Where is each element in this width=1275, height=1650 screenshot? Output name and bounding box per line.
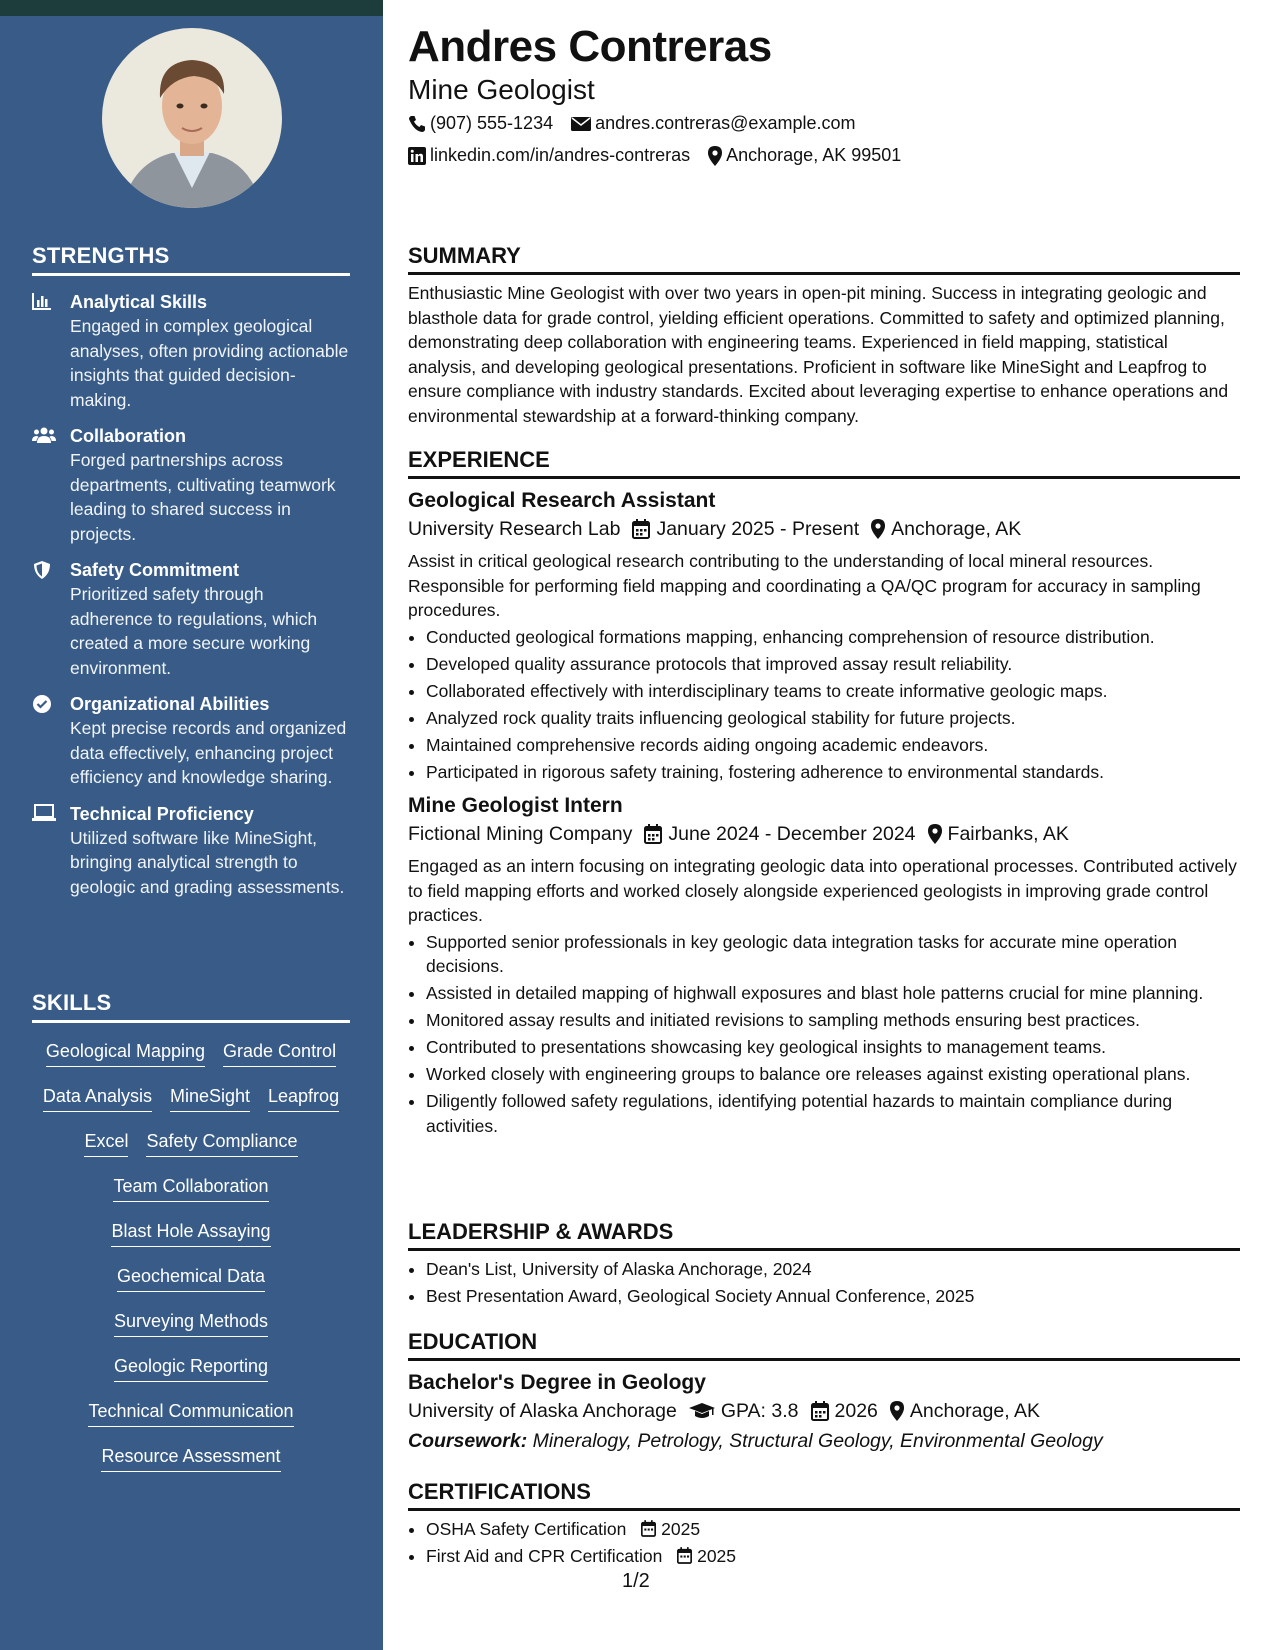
list-item: • Dean's List, University of Alaska Anchorage, 2024 — [426, 1257, 1240, 1282]
summary-section — [408, 243, 1240, 428]
calendar-icon — [632, 519, 650, 539]
list-item: • Collaborated effectively with interdisciplinary teams to create informative geologic maps. — [426, 679, 1240, 704]
calendar-icon — [811, 1401, 829, 1421]
list-item: • Supported senior professionals in key geologic data integration tasks for accurate mine operation decisions. — [426, 930, 1240, 979]
education-location — [890, 1397, 1040, 1425]
job-dates-text: January 2025 - Present — [656, 518, 860, 540]
job-location-text: Anchorage, AK — [891, 518, 1022, 540]
map-pin-icon — [890, 1401, 904, 1421]
list-item: • Participated in rigorous safety training, fostering adherence to environmental standards. — [426, 760, 1240, 785]
skill-tag: Grade Control — [223, 1039, 336, 1067]
envelope-icon — [571, 116, 591, 132]
phone-text: (907) 555-1234 — [430, 113, 554, 133]
skill-tag: Excel — [84, 1129, 128, 1157]
strength-description: Forged partnerships across departments, cultivating teamwork leading to shared success in projects. — [70, 450, 336, 544]
summary-title: SUMMARY — [408, 243, 1240, 275]
skill-tag: Blast Hole Assaying — [111, 1219, 270, 1247]
certification-year: 2025 — [697, 1546, 737, 1566]
list-item: • Assisted in detailed mapping of highwall exposures and blast hole patterns crucial for mine planning. — [426, 981, 1240, 1006]
job-description: Assist in critical geological research contributing to the understanding of local mineral resources. Responsible for performing field mapping and coordinating a QA/QC program for accuracy in sampling procedures. — [408, 551, 1201, 620]
candidate-title: Mine Geologist — [408, 74, 595, 105]
linkedin-icon — [408, 147, 426, 165]
strength-title: Collaboration — [70, 426, 186, 446]
coursework — [408, 1427, 1240, 1455]
skill-tag: Team Collaboration — [113, 1174, 268, 1202]
education-section — [408, 1329, 1240, 1455]
summary-text: Enthusiastic Mine Geologist with over two years in open-pit mining. Success in integrating geologic and blasthole data for grade control, yielding efficient operations. Committed to safety and optimized planning, demonstrating deep collaboration with engineering teams. Experienced in field mapping, statistical analysis, and developing geological presentations. Proficient in software like MineSight and Leapfrog to ensure compliance with industry standards. Excited about leveraging expertise to enhance operations and environmental stewardship at a forward-thinking company. — [408, 283, 1229, 426]
job-role: Geological Research Assistant — [408, 489, 716, 512]
shield-icon — [32, 560, 54, 580]
school-name: University of Alaska Anchorage — [408, 1400, 677, 1422]
calendar-icon — [641, 1520, 656, 1537]
map-pin-icon — [708, 146, 722, 166]
job-bullets — [408, 930, 1240, 1139]
job-meta — [408, 820, 1240, 848]
strength-title: Safety Commitment — [70, 560, 240, 580]
strength-item — [32, 692, 350, 790]
check-circle-icon — [32, 694, 54, 714]
laptop-icon — [32, 804, 54, 824]
phone-icon — [408, 115, 426, 133]
strength-description: Kept precise records and organized data effectively, enhancing project efficiency and knowledge sharing. — [70, 718, 347, 787]
list-item: • Monitored assay results and initiated revisions to sampling methods ensuring best practices. — [426, 1008, 1240, 1033]
sidebar-top-bar — [0, 0, 383, 16]
experience-section — [408, 447, 1240, 1141]
skills-section — [32, 990, 350, 1472]
strength-title: Technical Proficiency — [70, 803, 254, 824]
contact-phone[interactable] — [408, 113, 553, 134]
certifications-title: CERTIFICATIONS — [408, 1479, 1240, 1511]
skill-tag: Geochemical Data — [117, 1264, 265, 1292]
list-item: • Maintained comprehensive records aiding ongoing academic endeavors. — [426, 733, 1240, 758]
list-item: • Contributed to presentations showcasing key geological insights to management teams. — [426, 1035, 1240, 1060]
coursework-text: Mineralogy, Petrology, Structural Geology, Environmental Geology — [532, 1430, 1103, 1452]
job-dates — [632, 515, 859, 543]
job-organization: Fictional Mining Company — [408, 823, 633, 845]
strength-description: Engaged in complex geological analyses, often providing actionable insights that guided decision-making. — [70, 316, 349, 410]
certification-name: OSHA Safety Certification — [426, 1519, 627, 1539]
degree-title: Bachelor's Degree in Geology — [408, 1371, 706, 1394]
map-pin-icon — [871, 519, 885, 539]
strength-title: Organizational Abilities — [70, 694, 270, 714]
education-meta — [408, 1397, 1240, 1425]
sidebar — [0, 0, 383, 1650]
graduation-year — [811, 1397, 878, 1425]
job-organization: University Research Lab — [408, 518, 621, 540]
users-icon — [32, 426, 54, 446]
list-item — [426, 1544, 1240, 1569]
list-item: • Analyzed rock quality traits influencing geological stability for future projects. — [426, 706, 1240, 731]
strength-item — [32, 424, 350, 546]
skill-tag: Leapfrog — [268, 1084, 339, 1112]
job-location — [871, 515, 1021, 543]
page-number: 1/2 — [622, 1570, 650, 1592]
skill-tag: Surveying Methods — [114, 1309, 268, 1337]
experience-title: EXPERIENCE — [408, 447, 1240, 479]
skills-list — [32, 1039, 350, 1472]
strengths-title: STRENGTHS — [32, 243, 350, 276]
email-text: andres.contreras@example.com — [595, 113, 856, 133]
list-item: • Developed quality assurance protocols that improved assay result reliability. — [426, 652, 1240, 677]
job-entry — [408, 792, 1240, 1138]
contact-location — [708, 145, 901, 166]
skills-title: SKILLS — [32, 990, 350, 1023]
contact-row-1 — [408, 113, 873, 134]
skill-tag: Data Analysis — [43, 1084, 152, 1112]
contact-email[interactable] — [571, 113, 855, 134]
job-description: Engaged as an intern focusing on integrating geologic data into operational processes. Contributed actively to field mapping efforts and worked closely alongside experienced geologists in improving grade control practices. — [408, 856, 1237, 925]
education-location-text: Anchorage, AK — [909, 1400, 1040, 1422]
gpa-text: GPA: 3.8 — [720, 1400, 799, 1422]
skill-tag: Technical Communication — [88, 1399, 293, 1427]
strength-description: Prioritized safety through adherence to regulations, which created a more secure working environment. — [70, 584, 318, 678]
strength-item — [32, 290, 350, 412]
certification-year: 2025 — [661, 1519, 701, 1539]
job-location — [928, 820, 1069, 848]
calendar-icon — [644, 824, 662, 844]
strength-description: Utilized software like MineSight, bringing analytical strength to geologic and grading assessments. — [70, 827, 345, 897]
skill-tag: Resource Assessment — [101, 1444, 280, 1472]
education-title: EDUCATION — [408, 1329, 1240, 1361]
coursework-label: Coursework: — [408, 1430, 528, 1452]
certifications-section — [408, 1479, 1240, 1571]
contact-linkedin[interactable] — [408, 145, 690, 166]
candidate-name: Andres Contreras — [408, 22, 772, 71]
gpa — [689, 1397, 799, 1425]
skill-tag: Geologic Reporting — [114, 1354, 268, 1382]
certification-name: First Aid and CPR Certification — [426, 1546, 663, 1566]
skill-tag: MineSight — [170, 1084, 250, 1112]
job-meta — [408, 515, 1240, 543]
leadership-title: LEADERSHIP & AWARDS — [408, 1219, 1240, 1251]
job-bullets — [408, 625, 1240, 785]
bar-chart-icon — [32, 292, 54, 312]
strength-title: Analytical Skills — [70, 292, 208, 312]
list-item: • Worked closely with engineering groups to balance ore releases against existing operational plans. — [426, 1062, 1240, 1087]
job-location-text: Fairbanks, AK — [947, 823, 1069, 845]
strength-item — [32, 802, 350, 900]
certifications-list — [408, 1517, 1240, 1569]
linkedin-text: linkedin.com/in/andres-contreras — [430, 145, 691, 165]
skill-tag: Safety Compliance — [146, 1129, 297, 1157]
year-text: 2026 — [834, 1400, 878, 1422]
leadership-list — [408, 1257, 1240, 1309]
profile-photo — [102, 28, 282, 208]
calendar-icon — [677, 1547, 692, 1564]
list-item: • Diligently followed safety regulations, identifying potential hazards to maintain compliance during activities. — [426, 1089, 1240, 1138]
contact-row-2 — [408, 145, 919, 166]
strengths-section — [32, 243, 350, 899]
job-entry — [408, 487, 1240, 784]
job-dates-text: June 2024 - December 2024 — [668, 823, 916, 845]
job-dates — [644, 820, 915, 848]
list-item: • Conducted geological formations mapping, enhancing comprehension of resource distribution. — [426, 625, 1240, 650]
list-item — [426, 1517, 1240, 1542]
list-item: • Best Presentation Award, Geological Society Annual Conference, 2025 — [426, 1284, 1240, 1309]
skill-tag: Geological Mapping — [46, 1039, 205, 1067]
leadership-section — [408, 1219, 1240, 1311]
location-text: Anchorage, AK 99501 — [726, 145, 902, 165]
strength-item — [32, 558, 350, 680]
job-role: Mine Geologist Intern — [408, 794, 623, 817]
graduation-cap-icon — [689, 1402, 715, 1420]
map-pin-icon — [928, 824, 942, 844]
